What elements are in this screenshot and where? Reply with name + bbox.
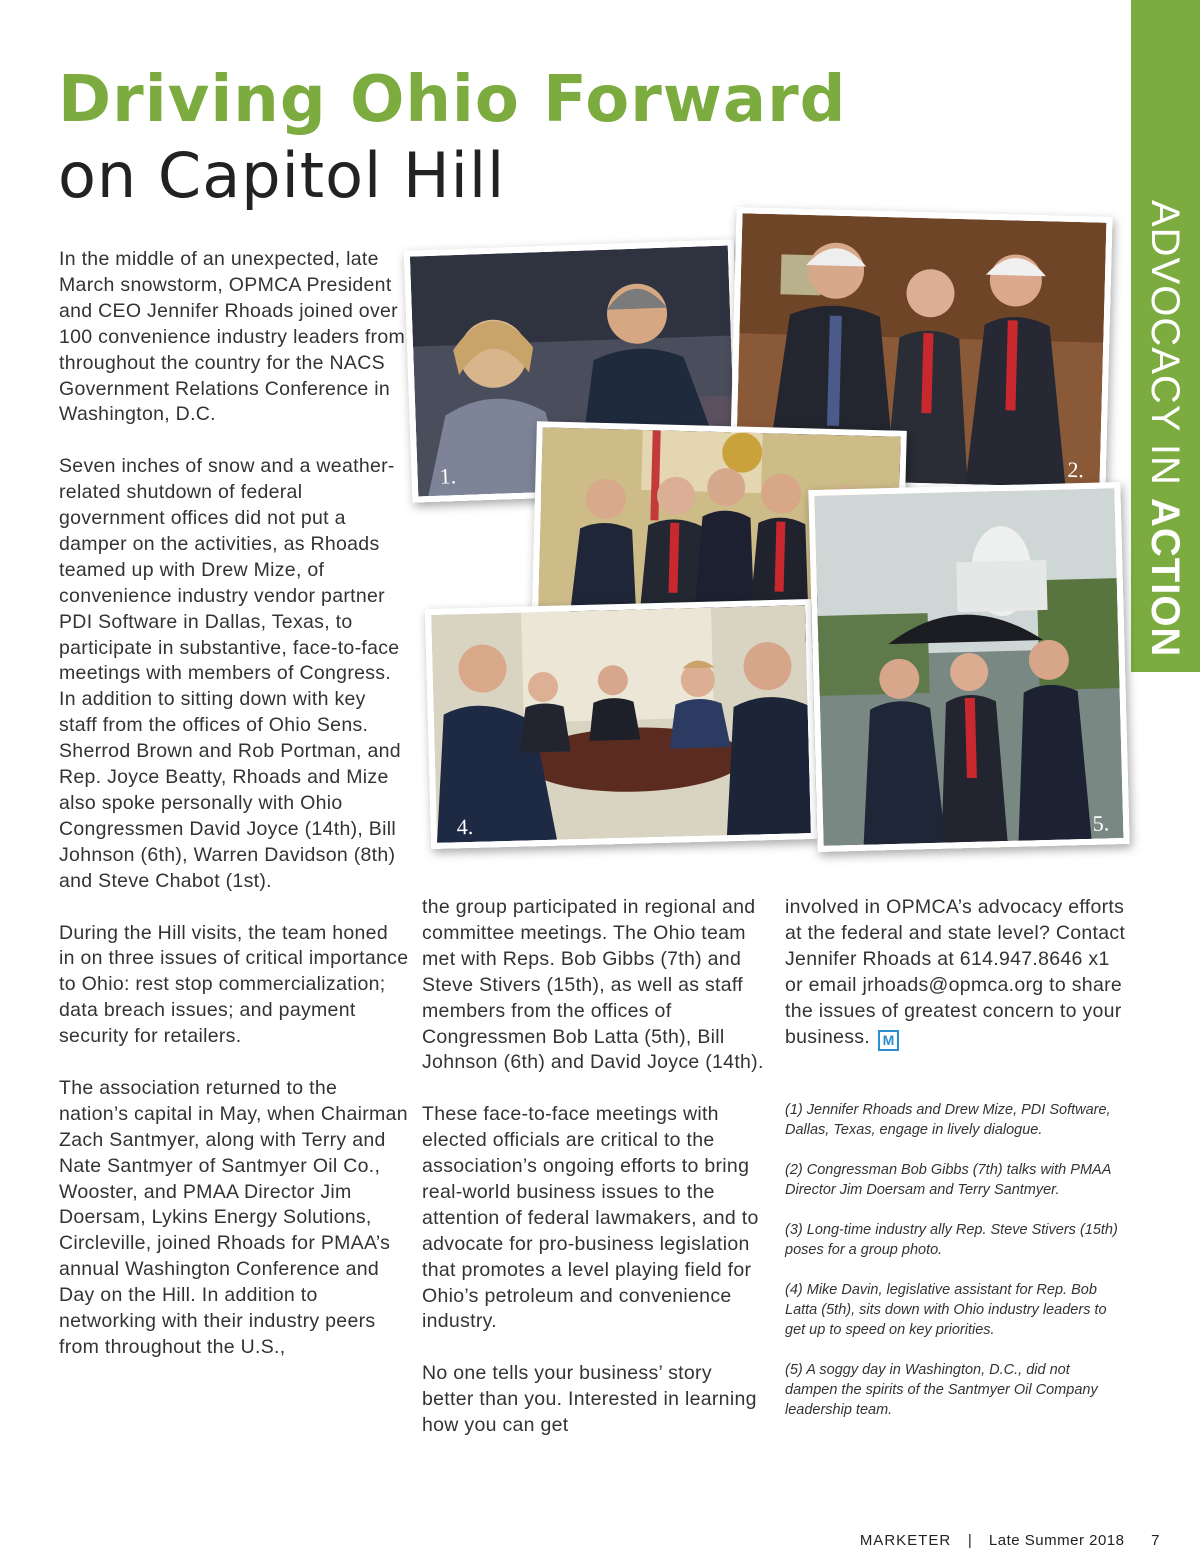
paragraph: the group participated in regional and committee meetings. The Ohio team met with Reps. Bob Gibbs (7th) and Steve Stivers (15th), as well as staff members from the offices of Congressmen Bob Latta (5th), Bill Johnson (6th) and David Joyce (14th). [422, 896, 764, 1074]
paragraph: During the Hill visits, the team honed in on three issues of critical importance to Ohio: rest stop commercialization; data breach issues; and payment security for retailers. [59, 921, 409, 1048]
paragraph: Seven inches of snow and a weather-related shutdown of federal government offices did not put a damper on the activities, as Rhoads teamed up with Drew Mize, of convenience industry vendor partner PDI Software in Dallas, Texas, to participate in substantive, face-to-face meetings with members of Congress. In addition to sitting down with key staff from the offices of Ohio Sens. Sherrod Brown and Rob Portman, and Rep. Joyce Beatty, Rhoads and Mize also spoke personally with Ohio Congressmen David Joyce (14th), Bill Johnson (6th), Warren Davidson (8th) and Steve Chabot (1st). [59, 455, 401, 892]
paragraph: In the middle of an unexpected, late March snowstorm, OPMCA President and CEO Jennifer Rhoads joined over 100 convenience industry leaders from throughout the country for the NACS Government Relations Conference in Washington, D.C. [59, 248, 406, 426]
photo-captions [785, 1100, 1125, 1440]
article-column-middle [422, 895, 767, 1465]
page-number: 7 [1151, 1532, 1160, 1549]
caption-2: (2) Congressman Bob Gibbs (7th) talks with PMAA Director Jim Doersam and Terry Santmyer. [785, 1162, 1111, 1198]
photo-number: 1. [439, 463, 457, 489]
headline: Driving Ohio Forward [58, 63, 847, 137]
paragraph [785, 895, 1130, 1051]
paragraph: The association returned to the nation’s capital in May, when Chairman Zach Santmyer, along with Terry and Nate Santmyer of Santmyer Oil Co., Wooster, and PMAA Director Jim Doersam, Lykins Energy Solutions, Circleville, joined Rhoads for PMAA’s annual Washington Conference and Day on the Hill. In addition to networking with their industry peers from throughout the U.S., [59, 1076, 408, 1359]
paragraph-text: involved in OPMCA’s advocacy efforts at the federal and state level? Contact Jennifer Rhoads at 614.947.8646 x1 or email jrhoads@opmca.org to share the issues of greatest concern to your business. [785, 896, 1126, 1048]
article-column-right [785, 895, 1130, 1076]
issue-label: Late Summer 2018 [988, 1532, 1125, 1549]
paragraph: These face-to-face meetings with elected officials are critical to the association’s ongoing efforts to bring real-world business issues to the attention of federal lawmakers, and to advocate for pro-business legislation that promotes a level playing field for Ohio’s petroleum and convenience industry. [422, 1103, 759, 1333]
caption-5: (5) A soggy day in Washington, D.C., did not dampen the spirits of the Santmyer Oil Company leadership team. [785, 1362, 1098, 1418]
photo-5 [808, 482, 1129, 852]
section-label [1141, 200, 1189, 657]
photo-number: 4. [456, 813, 474, 840]
photo-5-image [814, 488, 1123, 846]
caption-1: (1) Jennifer Rhoads and Drew Mize, PDI Software, Dallas, Texas, engage in lively dialogue. [785, 1102, 1111, 1138]
photo-number: 2. [1067, 456, 1085, 483]
article-column-left [59, 247, 409, 1387]
paragraph: No one tells your business’ story better than you. Interested in learning how you can get [422, 1362, 757, 1437]
photo-number: 5. [1092, 810, 1110, 836]
section-label-bold: ACTION [1143, 498, 1187, 658]
photo-4 [425, 599, 817, 849]
footer-separator: | [967, 1532, 973, 1549]
magazine-name: MARKETER [859, 1532, 952, 1549]
section-label-light: ADVOCACY IN [1143, 200, 1187, 498]
photo-4-image [431, 605, 811, 843]
caption-4: (4) Mike Davin, legislative assistant for Rep. Bob Latta (5th), sits down with Ohio industry leaders to get up to speed on key priorities. [785, 1282, 1107, 1338]
marketer-logo-icon: M [878, 1030, 899, 1051]
subheadline: on Capitol Hill [58, 139, 506, 212]
caption-3: (3) Long-time industry ally Rep. Steve Stivers (15th) poses for a group photo. [785, 1222, 1118, 1258]
page-footer [860, 1532, 1160, 1549]
